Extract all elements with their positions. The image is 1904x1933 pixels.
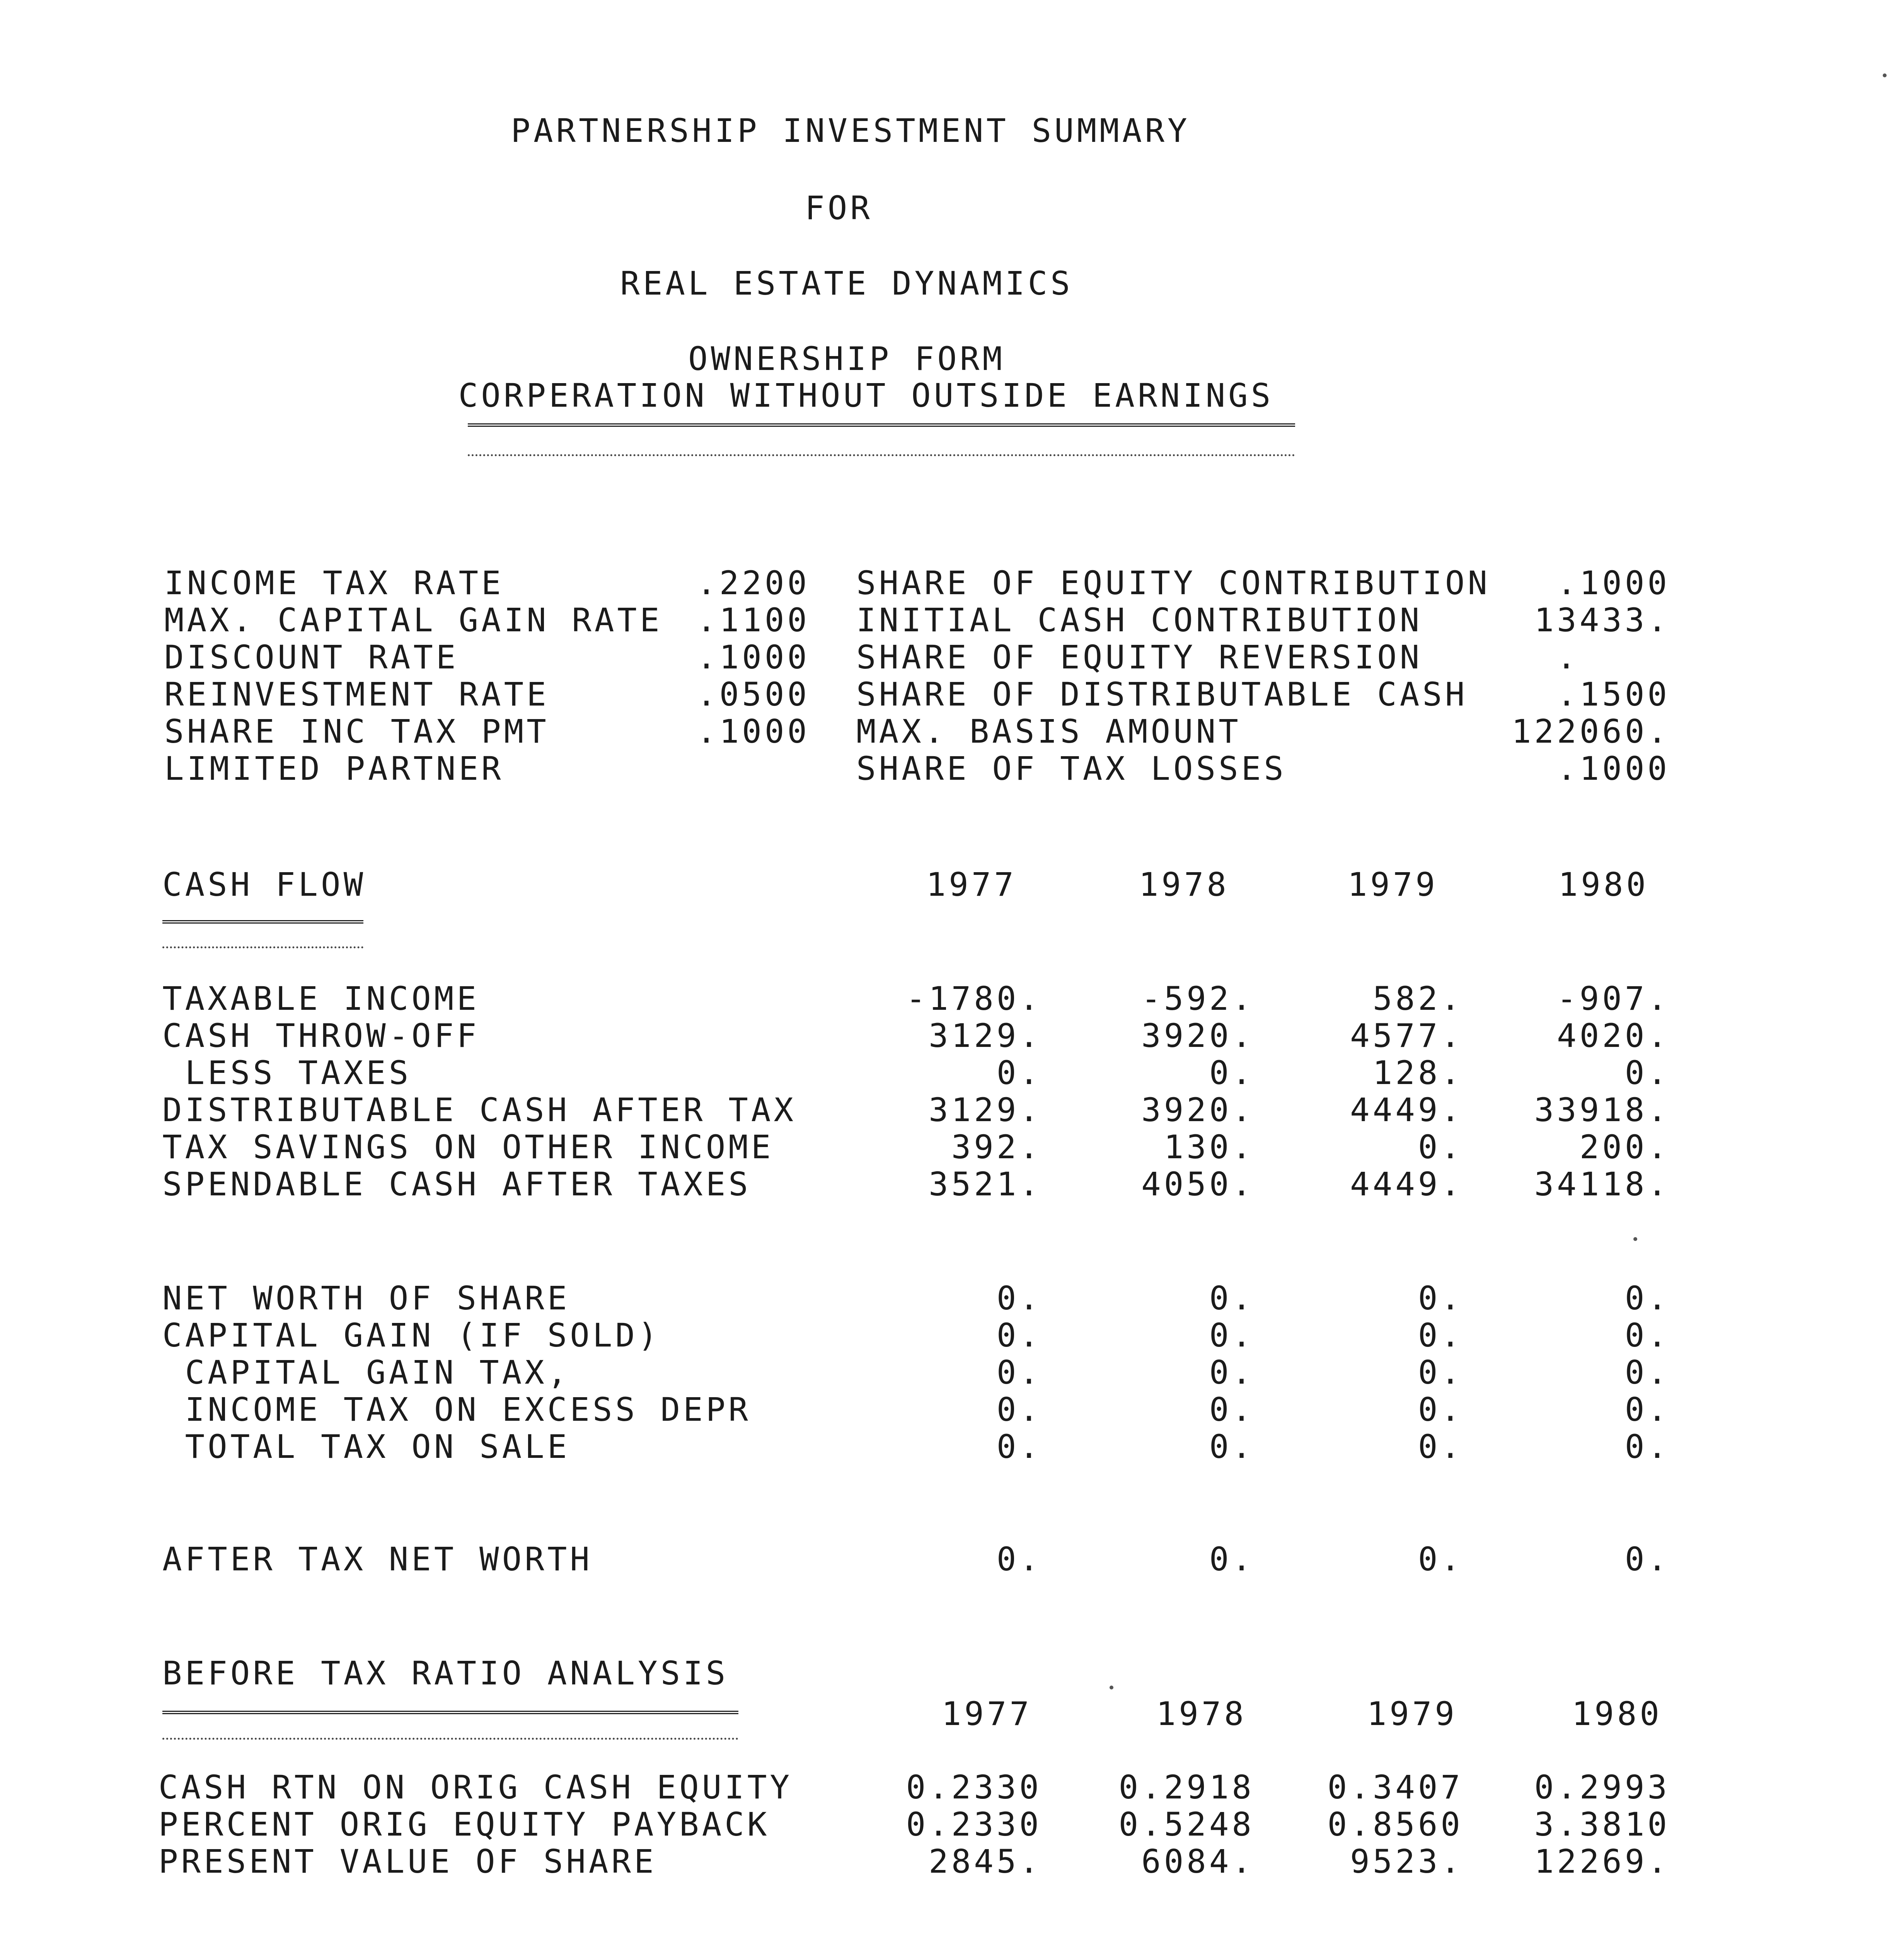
param-value-initial-cash: 13433. xyxy=(1534,601,1670,639)
before-tax-double-rule xyxy=(162,1711,738,1714)
cash-flow-double-rule xyxy=(162,920,363,924)
param-value-share-inc-tax-pmt: .1000 xyxy=(697,713,810,750)
cash-flow-dotted-rule xyxy=(162,946,363,948)
table-cell: 0.2918 xyxy=(1118,1768,1255,1806)
ownership-value: CORPERATION WITHOUT OUTSIDE EARNINGS xyxy=(458,377,1274,414)
table-cell: 3920. xyxy=(1141,1017,1255,1055)
param-label-income-tax-rate: INCOME TAX RATE xyxy=(164,564,504,602)
row-label: TOTAL TAX ON SALE xyxy=(162,1428,570,1466)
table-cell: -1780. xyxy=(906,980,1042,1018)
table-cell: 0. xyxy=(1418,1316,1463,1354)
param-value-tax-losses: .1000 xyxy=(1557,750,1670,788)
row-label: NET WORTH OF SHARE xyxy=(162,1279,570,1317)
year-header: 1979 xyxy=(1347,866,1438,903)
table-cell: 0.2993 xyxy=(1534,1768,1670,1806)
row-label: SPENDABLE CASH AFTER TAXES xyxy=(162,1165,751,1203)
row-label: CAPITAL GAIN TAX, xyxy=(162,1353,570,1391)
table-cell: 0. xyxy=(996,1316,1042,1354)
row-label: CAPITAL GAIN (IF SOLD) xyxy=(162,1316,661,1354)
param-label-discount-rate: DISCOUNT RATE xyxy=(164,638,459,676)
table-cell: 3.3810 xyxy=(1534,1805,1670,1843)
table-cell: 0. xyxy=(996,1054,1042,1092)
table-cell: 0.2330 xyxy=(906,1805,1042,1843)
before-tax-dotted-rule xyxy=(162,1738,738,1740)
table-cell: 0. xyxy=(1624,1540,1670,1578)
row-label: CASH THROW-OFF xyxy=(162,1017,480,1055)
table-cell: 0. xyxy=(1624,1353,1670,1391)
table-cell: 0. xyxy=(1624,1279,1670,1317)
table-cell: 392. xyxy=(951,1128,1042,1166)
table-cell: 0. xyxy=(1624,1054,1670,1092)
table-cell: 0. xyxy=(996,1353,1042,1391)
table-cell: 0. xyxy=(1418,1540,1463,1578)
table-cell: 3521. xyxy=(929,1165,1042,1203)
table-cell: 3129. xyxy=(929,1017,1042,1055)
table-cell: 0. xyxy=(1209,1279,1255,1317)
table-cell: 4020. xyxy=(1557,1017,1670,1055)
table-cell: 130. xyxy=(1164,1128,1255,1166)
param-label-share-inc-tax-pmt: SHARE INC TAX PMT xyxy=(164,713,549,750)
table-cell: 0. xyxy=(1209,1353,1255,1391)
year-header: 1977 xyxy=(941,1695,1032,1733)
header-dotted-rule xyxy=(468,454,1295,456)
table-cell: 0. xyxy=(1209,1391,1255,1428)
param-value-equity-contribution: .1000 xyxy=(1557,564,1670,602)
table-cell: 4577. xyxy=(1350,1017,1463,1055)
row-label: TAX SAVINGS ON OTHER INCOME xyxy=(162,1128,774,1166)
row-label: PRESENT VALUE OF SHARE xyxy=(159,1843,657,1880)
table-cell: 0. xyxy=(1418,1128,1463,1166)
row-label: DISTRIBUTABLE CASH AFTER TAX xyxy=(162,1091,797,1129)
table-cell: 0.5248 xyxy=(1118,1805,1255,1843)
table-cell: 200. xyxy=(1579,1128,1670,1166)
table-cell: 0. xyxy=(996,1428,1042,1466)
param-value-discount-rate: .1000 xyxy=(697,638,810,676)
table-cell: 0. xyxy=(1209,1540,1255,1578)
param-value-max-basis: 122060. xyxy=(1511,713,1670,750)
table-cell: 12269. xyxy=(1534,1843,1670,1880)
year-header: 1977 xyxy=(926,866,1017,903)
table-cell: 2845. xyxy=(929,1843,1042,1880)
table-cell: 128. xyxy=(1372,1054,1463,1092)
row-label: LESS TAXES xyxy=(162,1054,412,1092)
param-label-reinvestment-rate: REINVESTMENT RATE xyxy=(164,675,549,713)
param-label-tax-losses: SHARE OF TAX LOSSES xyxy=(856,750,1287,788)
table-cell: 0. xyxy=(996,1540,1042,1578)
table-cell: 0. xyxy=(1418,1353,1463,1391)
table-cell: 0. xyxy=(1624,1391,1670,1428)
ownership-label: OWNERSHIP FORM xyxy=(688,340,1006,378)
cash-flow-heading: CASH FLOW xyxy=(162,866,366,903)
table-cell: 34118. xyxy=(1534,1165,1670,1203)
row-label: AFTER TAX NET WORTH xyxy=(162,1540,593,1578)
table-cell: 0. xyxy=(1209,1054,1255,1092)
param-label-max-basis: MAX. BASIS AMOUNT xyxy=(856,713,1241,750)
year-header: 1979 xyxy=(1367,1695,1457,1733)
param-label-equity-contribution: SHARE OF EQUITY CONTRIBUTION xyxy=(856,564,1491,602)
report-title: PARTNERSHIP INVESTMENT SUMMARY xyxy=(511,112,1190,150)
scan-speck xyxy=(1633,1237,1637,1241)
year-header: 1980 xyxy=(1572,1695,1662,1733)
table-cell: 3920. xyxy=(1141,1091,1255,1129)
table-cell: 0. xyxy=(1209,1428,1255,1466)
param-label-limited-partner: LIMITED PARTNER xyxy=(164,750,504,788)
param-label-capital-gain-rate: MAX. CAPITAL GAIN RATE xyxy=(164,601,663,639)
row-label: TAXABLE INCOME xyxy=(162,980,480,1018)
table-cell: 33918. xyxy=(1534,1091,1670,1129)
param-value-income-tax-rate: .2200 xyxy=(697,564,810,602)
table-cell: 4449. xyxy=(1350,1091,1463,1129)
table-cell: -907. xyxy=(1557,980,1670,1018)
table-cell: 0. xyxy=(996,1391,1042,1428)
table-cell: 4050. xyxy=(1141,1165,1255,1203)
report-for: FOR xyxy=(805,189,873,227)
table-cell: 0.8560 xyxy=(1327,1805,1463,1843)
table-cell: 0. xyxy=(1209,1316,1255,1354)
table-cell: 0. xyxy=(996,1279,1042,1317)
company-name: REAL ESTATE DYNAMICS xyxy=(620,264,1073,302)
row-label: INCOME TAX ON EXCESS DEPR xyxy=(162,1391,751,1428)
param-label-distributable-cash: SHARE OF DISTRIBUTABLE CASH xyxy=(856,675,1468,713)
header-double-rule xyxy=(468,423,1295,427)
table-cell: 582. xyxy=(1372,980,1463,1018)
param-value-reinvestment-rate: .0500 xyxy=(697,675,810,713)
table-cell: 6084. xyxy=(1141,1843,1255,1880)
year-header: 1978 xyxy=(1156,1695,1247,1733)
table-cell: 9523. xyxy=(1350,1843,1463,1880)
table-cell: 0. xyxy=(1418,1391,1463,1428)
param-value-equity-reversion: . xyxy=(1556,638,1579,676)
table-cell: 4449. xyxy=(1350,1165,1463,1203)
table-cell: 0. xyxy=(1418,1279,1463,1317)
param-label-equity-reversion: SHARE OF EQUITY REVERSION xyxy=(856,638,1423,676)
table-cell: 0. xyxy=(1418,1428,1463,1466)
scan-speck xyxy=(1110,1686,1113,1689)
param-value-capital-gain-rate: .1100 xyxy=(697,601,810,639)
before-tax-heading: BEFORE TAX RATIO ANALYSIS xyxy=(162,1654,729,1692)
scan-speck xyxy=(1883,73,1887,77)
table-cell: 3129. xyxy=(929,1091,1042,1129)
year-header: 1980 xyxy=(1558,866,1649,903)
row-label: CASH RTN ON ORIG CASH EQUITY xyxy=(159,1768,793,1806)
table-cell: 0. xyxy=(1624,1316,1670,1354)
param-value-distributable-cash: .1500 xyxy=(1557,675,1670,713)
table-cell: 0. xyxy=(1624,1428,1670,1466)
table-cell: 0.2330 xyxy=(906,1768,1042,1806)
table-cell: 0.3407 xyxy=(1327,1768,1463,1806)
param-label-initial-cash: INITIAL CASH CONTRIBUTION xyxy=(856,601,1423,639)
year-header: 1978 xyxy=(1139,866,1229,903)
table-cell: -592. xyxy=(1141,980,1255,1018)
row-label: PERCENT ORIG EQUITY PAYBACK xyxy=(159,1805,770,1843)
